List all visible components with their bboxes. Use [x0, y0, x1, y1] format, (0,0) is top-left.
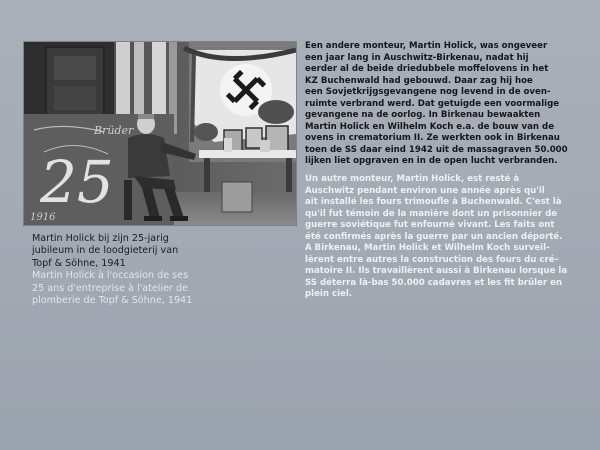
text-line: guerre soviétique fut enfourné vivant. Les faits ont: [305, 220, 555, 231]
caption-dutch: [32, 233, 222, 270]
caption-french: [32, 270, 222, 307]
text-line: eerder al de beide driedubbele moffelovens in het: [305, 64, 549, 75]
photo-corner-text: 1916: [30, 212, 56, 223]
text-line: Martin Holick en Wilhelm Koch e.a. de bouw van de: [305, 121, 555, 132]
historical-photo: [24, 42, 296, 225]
photo-numeral: 25: [40, 148, 114, 216]
caption-line: jubileum in de loodgieterij van: [32, 245, 179, 257]
caption-line: 25 ans d'entreprise à l'atelier de: [32, 282, 189, 294]
text-line: qu'il fut témoin de la manière dont un prisonnier de: [305, 208, 558, 219]
text-line: ovens in crematorium II. Ze werkten ook in Birkenau: [305, 133, 560, 144]
text-line: een Sovjetkrijgsgevangene nog levend in de oven-: [305, 87, 551, 98]
text-line: gevangene na de oorlog. In Birkenau bewaakten: [305, 110, 541, 121]
text-french: [305, 174, 583, 301]
photo-caption: [32, 233, 222, 307]
text-dutch: [305, 41, 583, 168]
text-line: SS déterra là-bas 50.000 cadavres et les fit brûler en: [305, 277, 563, 288]
text-line: lèrent entre autres la construction des fours du cré-: [305, 254, 559, 265]
text-line: A Birkenau, Martin Holick et Wilhelm Koch surveil-: [305, 243, 550, 254]
text-line: KZ Buchenwald had gebouwd. Daar zag hij hoe: [305, 75, 533, 86]
text-line: Een andere monteur, Martin Holick, was ongeveer: [305, 41, 548, 51]
caption-line: plomberie de Topf & Söhne, 1941: [32, 295, 193, 307]
text-line: plein ciel.: [305, 289, 353, 300]
text-line: lijken liet opgraven en in de open lucht verbranden.: [305, 156, 558, 167]
text-line: toen de SS daar eind 1942 uit de massagraven 50.000: [305, 144, 568, 155]
text-line: été confirmés après la guerre par un ancien déporté.: [305, 231, 563, 242]
text-line: ruimte verbrand werd. Dat getuigde een voormalige: [305, 98, 560, 109]
text-line: Un autre monteur, Martin Holick, est resté à: [305, 174, 520, 184]
caption-line: Martin Holick à l'occasion de ses: [32, 270, 189, 282]
caption-line: Topf & Söhne, 1941: [32, 257, 126, 269]
text-line: Auschwitz pendant environ une année après qu'il: [305, 185, 545, 196]
text-line: matoire II. Ils travaillèrent aussi à Birkenau lorsque la: [305, 266, 568, 277]
text-line: ait installé les fours trimoufle à Buchenwald. C'est là: [305, 197, 562, 208]
board-text: Brüder: [94, 124, 134, 137]
caption-line: Martin Holick bij zijn 25-jarig: [32, 233, 169, 244]
text-line: een jaar lang in Auschwitz-Birkenau, nadat hij: [305, 52, 529, 63]
